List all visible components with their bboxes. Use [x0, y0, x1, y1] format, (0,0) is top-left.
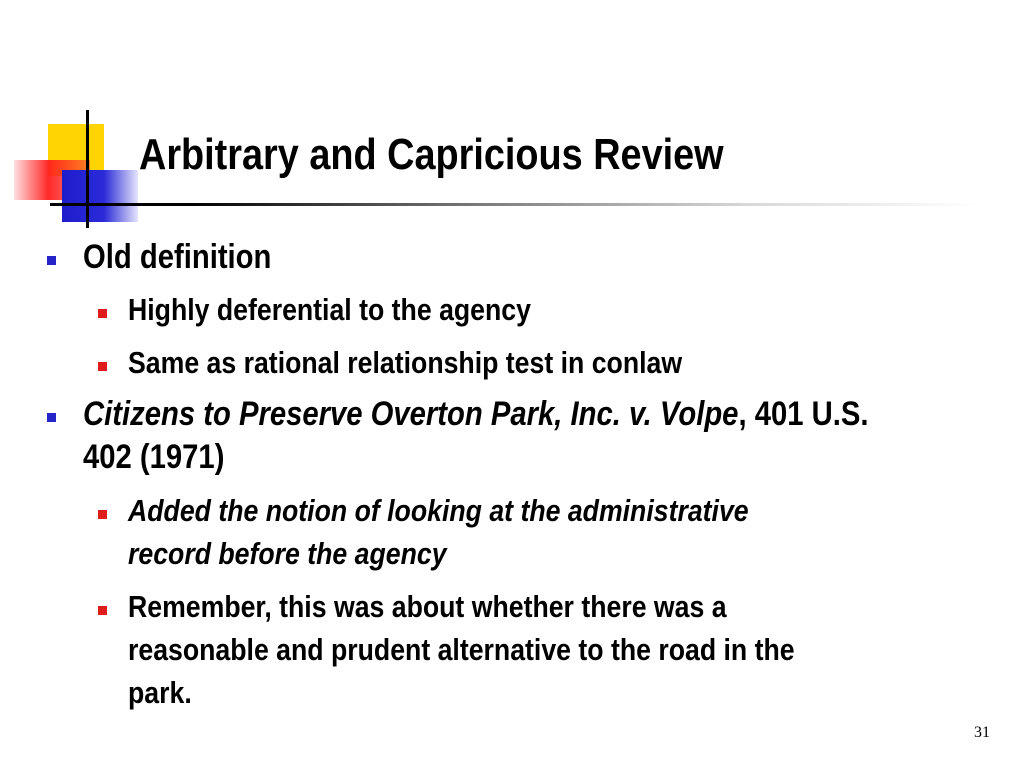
bullet-marker-level2 [98, 510, 107, 519]
bullet-marker-level1 [47, 256, 56, 265]
case-name: Citizens to Preserve Overton Park, Inc. v. Volpe [83, 395, 739, 433]
bullet-marker-level2 [98, 309, 107, 318]
bullet-case-line1 [83, 393, 868, 436]
bullet-remember-line1: Remember, this was about whether there was a [128, 589, 727, 624]
bullet-added-notion-line1: Added the notion of looking at the administrative [128, 493, 749, 528]
bullet-old-definition: Old definition [83, 238, 272, 276]
slide-number: 31 [974, 724, 990, 741]
bullet-marker-level2 [98, 606, 107, 615]
case-cite: , 401 U.S. [738, 395, 869, 433]
logo-blue-square [62, 170, 138, 222]
bullet-highly-deferential: Highly deferential to the agency [128, 292, 531, 327]
bullet-case-line2: 402 (1971) [83, 438, 225, 476]
title-underline [50, 203, 980, 206]
logo-vertical-line [86, 110, 89, 228]
bullet-remember-line2: reasonable and prudent alternative to the road in the [128, 632, 795, 667]
bullet-marker-level2 [98, 362, 107, 371]
bullet-added-notion-line2: record before the agency [128, 536, 447, 571]
bullet-same-as-rational: Same as rational relationship test in conlaw [128, 345, 683, 380]
bullet-remember-line3: park. [128, 675, 192, 710]
bullet-marker-level1 [47, 413, 56, 422]
slide-title: Arbitrary and Capricious Review [139, 130, 724, 179]
